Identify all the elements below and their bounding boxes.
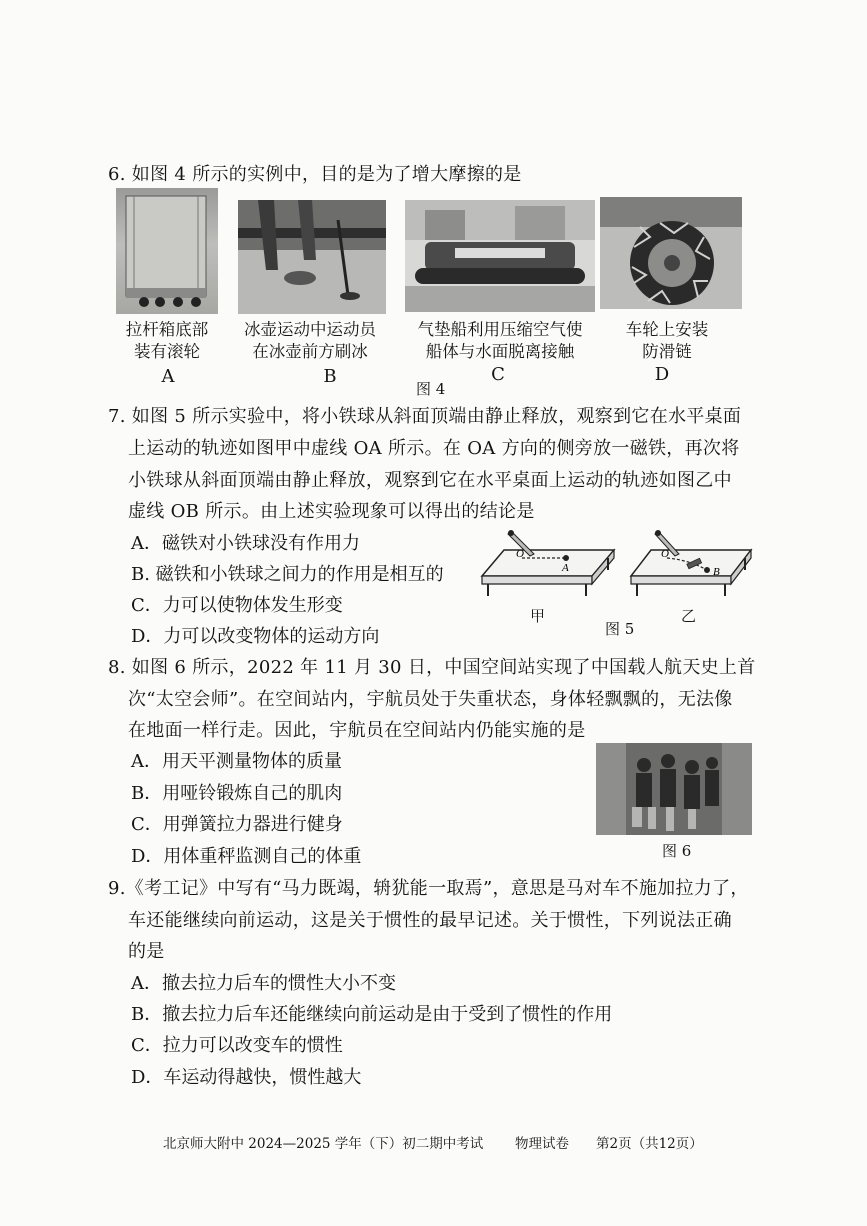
option-b-caption-line1: 冰壶运动中运动员 <box>244 320 376 339</box>
q8-stem-line2: 次“太空会师”。在空间站内，宇航员处于失重状态，身体轻飘飘的，无法像 <box>128 689 733 710</box>
q9-option-d: D．车运动得越快，惯性越大 <box>131 1067 362 1088</box>
q8-option-c: C．用弹簧拉力器进行健身 <box>131 814 343 835</box>
q8-option-d: D．用体重秤监测自己的体重 <box>131 846 362 867</box>
option-c-caption-line1: 气垫船利用压缩空气使 <box>417 320 583 339</box>
option-b-letter: B <box>323 366 337 387</box>
q7-option-d: D．力可以改变物体的运动方向 <box>131 626 380 647</box>
option-c-letter: C <box>491 364 505 385</box>
q8-stem-line1: 8. 如图 6 所示，2022 年 11 月 30 日，中国空间站实现了中国载人航天史上首 <box>108 657 756 678</box>
option-d-caption-line1: 车轮上安装 <box>625 320 709 339</box>
option-a-caption-line2: 装有滚轮 <box>134 342 200 361</box>
q7-stem-line1: 7. 如图 5 所示实验中，将小铁球从斜面顶端由静止释放，观察到它在水平桌面 <box>108 406 742 427</box>
figure-5-yi-label-o: O <box>661 548 669 560</box>
figure-5-yi-label-b: B <box>713 566 720 578</box>
q7-stem-line3: 小铁球从斜面顶端由静止释放，观察到它在水平桌面上运动的轨迹如图乙中 <box>128 470 732 491</box>
figure-5-jia-label-o: O <box>516 548 524 560</box>
figure-6-label: 图 6 <box>662 842 692 860</box>
option-d-letter: D <box>654 364 670 385</box>
figure-5-yi-caption: 乙 <box>681 607 697 625</box>
option-a-letter: A <box>161 366 175 387</box>
figure-5-label: 图 5 <box>605 620 635 638</box>
figure-5-jia-diagram <box>478 528 618 600</box>
q8-option-a: A．用天平测量物体的质量 <box>131 751 342 772</box>
curling-photo <box>238 200 386 314</box>
q8-option-b: B．用哑铃锻炼自己的肌肉 <box>131 783 343 804</box>
snow-chain-tire-photo <box>600 197 742 309</box>
q9-option-c: C．拉力可以改变车的惯性 <box>131 1035 343 1056</box>
figure-5-jia-caption: 甲 <box>530 607 546 625</box>
q9-option-a: A．撤去拉力后车的惯性大小不变 <box>131 973 396 994</box>
footer-page-number: 第2页（共12页） <box>596 1136 703 1152</box>
q7-stem-line2: 上运动的轨迹如图甲中虚线 OA 所示。在 OA 方向的侧旁放一磁铁，再次将 <box>128 438 740 459</box>
q6-stem: 6. 如图 4 所示的实例中，目的是为了增大摩擦的是 <box>108 164 522 185</box>
option-b-caption-line2: 在冰壶前方刷冰 <box>252 342 368 361</box>
space-station-photo <box>596 743 752 835</box>
luggage-wheels-photo <box>116 188 218 314</box>
option-a-caption-line1: 拉杆箱底部 <box>125 320 209 339</box>
q9-option-b: B．撤去拉力后车还能继续向前运动是由于受到了惯性的作用 <box>131 1004 613 1025</box>
q7-option-b: B. 磁铁和小铁球之间力的作用是相互的 <box>131 564 444 585</box>
q8-stem-line3: 在地面一样行走。因此，宇航员在空间站内仍能实施的是 <box>128 720 586 741</box>
figure-5-jia-label-a: A <box>562 562 569 574</box>
q7-option-c: C．力可以使物体发生形变 <box>131 595 343 616</box>
q9-stem-line1: 9.《考工记》中写有“马力既竭，辀犹能一取焉”，意思是马对车不施加拉力了， <box>108 878 749 899</box>
q9-stem-line2: 车还能继续向前运动，这是关于惯性的最早记述。关于惯性，下列说法正确 <box>128 910 732 931</box>
q7-option-a: A．磁铁对小铁球没有作用力 <box>131 533 360 554</box>
hovercraft-photo <box>405 200 595 312</box>
footer-school: 北京师大附中 2024—2025 学年（下）初二期中考试 <box>163 1136 484 1152</box>
figure-5-yi-diagram <box>627 528 755 600</box>
option-d-caption-line2: 防滑链 <box>642 342 692 361</box>
option-c-caption-line2: 船体与水面脱离接触 <box>425 342 575 361</box>
q7-stem-line4: 虚线 OB 所示。由上述实验现象可以得出的结论是 <box>128 501 535 522</box>
figure-4-label: 图 4 <box>416 380 446 398</box>
footer-subject: 物理试卷 <box>515 1136 569 1152</box>
q9-stem-line3: 的是 <box>128 941 165 962</box>
